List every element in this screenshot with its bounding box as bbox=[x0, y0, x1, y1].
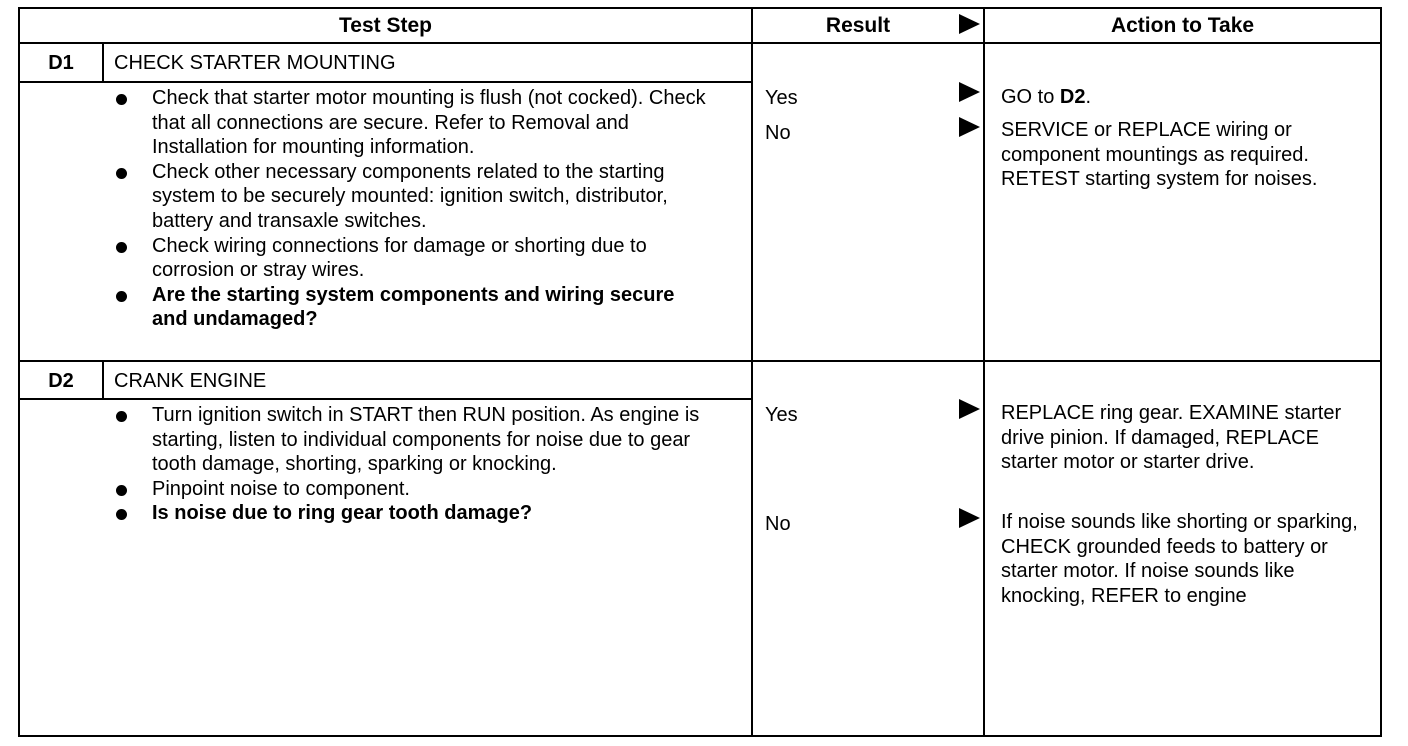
bullet-icon bbox=[116, 242, 127, 253]
list-item: Check wiring connections for damage or shorting due to corrosion or stray wires. bbox=[116, 234, 706, 283]
list-item: Check other necessary components related to the starting system to be securely mounted: ignition switch, distributor, battery and transaxle switches. bbox=[116, 160, 706, 234]
step-separator bbox=[20, 360, 1380, 362]
result-yes-d1: Yes bbox=[765, 87, 798, 109]
list-item: Pinpoint noise to component. bbox=[116, 477, 706, 502]
step-bullets-d1 bbox=[116, 86, 706, 332]
step-id-divider-d2 bbox=[102, 362, 104, 400]
result-no-d2: No bbox=[765, 513, 791, 535]
diagnostic-table bbox=[18, 7, 1382, 737]
bullet-icon bbox=[116, 509, 127, 520]
result-no-d1: No bbox=[765, 122, 791, 144]
action-yes-d1: GO to D2. bbox=[1001, 86, 1092, 108]
list-item: Turn ignition switch in START then RUN position. As engine is starting, listen to individual components for noise due to gear tooth damage, shorting, sparking or knocking. bbox=[116, 403, 706, 477]
header-result: Result bbox=[825, 14, 891, 37]
step-title-divider-d1 bbox=[20, 81, 751, 83]
list-item: Are the starting system components and wiring secure and undamaged? bbox=[116, 283, 706, 332]
action-no-d1: SERVICE or REPLACE wiring or component mountings as required. RETEST starting system for noises. bbox=[1001, 119, 1318, 191]
step-id-d2: D2 bbox=[48, 370, 74, 392]
bullet-icon bbox=[116, 485, 127, 496]
header-action: Action to Take bbox=[1110, 14, 1255, 37]
column-divider-action bbox=[983, 9, 985, 735]
step-id-d1: D1 bbox=[48, 52, 74, 74]
step-bullets-d2 bbox=[116, 403, 706, 526]
list-item: Is noise due to ring gear tooth damage? bbox=[116, 501, 706, 526]
bullet-icon bbox=[116, 291, 127, 302]
result-yes-d2: Yes bbox=[765, 404, 798, 426]
bullet-icon bbox=[116, 94, 127, 105]
action-yes-d2: REPLACE ring gear. EXAMINE starter drive pinion. If damaged, REPLACE starter motor or starter drive. bbox=[1001, 402, 1342, 474]
list-item: Check that starter motor mounting is flush (not cocked). Check that all connections are secure. Refer to Removal and Installation for mounting information. bbox=[116, 86, 706, 160]
header-test-step: Test Step bbox=[339, 14, 432, 37]
result-arrow-icon bbox=[959, 117, 980, 137]
step-title-d2: CRANK ENGINE bbox=[114, 370, 267, 392]
action-no-d2: If noise sounds like shorting or sparking, CHECK grounded feeds to battery or starter motor. If noise sounds like knocking, REFER to engine bbox=[1001, 511, 1358, 607]
result-arrow-icon bbox=[959, 399, 980, 419]
column-divider-result bbox=[751, 9, 753, 735]
header-arrow-icon bbox=[959, 14, 980, 34]
step-id-divider-d1 bbox=[102, 44, 104, 82]
result-arrow-icon bbox=[959, 82, 980, 102]
step-title-divider-d2 bbox=[20, 398, 751, 400]
bullet-icon bbox=[116, 168, 127, 179]
bullet-icon bbox=[116, 411, 127, 422]
result-arrow-icon bbox=[959, 508, 980, 528]
step-title-d1: CHECK STARTER MOUNTING bbox=[114, 52, 396, 74]
